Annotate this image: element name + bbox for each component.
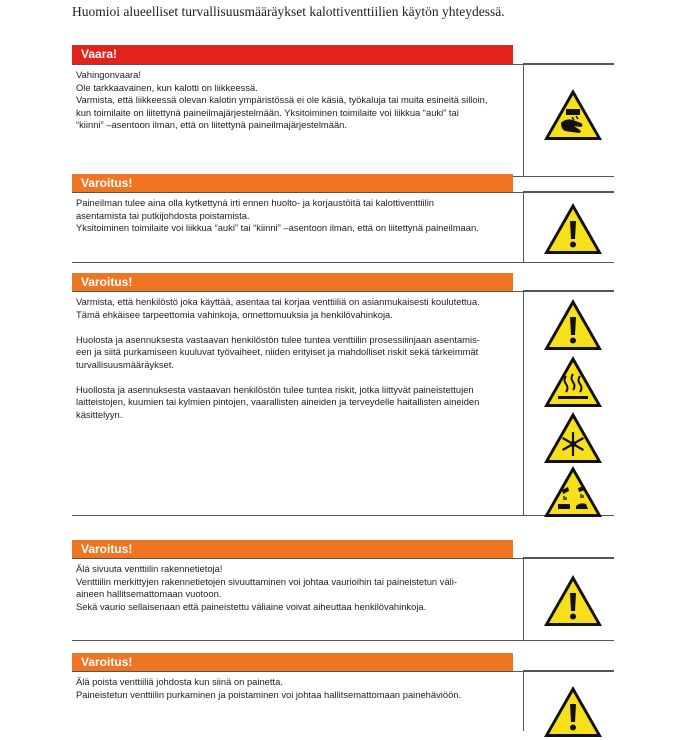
warning-section-1: [72, 174, 614, 263]
hot-surface-warning-icon: [542, 354, 604, 410]
danger-header: Vaara!: [72, 45, 513, 64]
warning-header-4: Varoitus!: [72, 653, 513, 671]
warning-header-2: Varoitus!: [72, 273, 513, 291]
warning-text-3: Älä sivuuta venttiilin rakennetietoja! Venttiilin merkittyjen rakennetietojen sivuuttaminen voi johtaa vaurioihin tai paineistetun väli- aineen hallitsemattomaan vuotoon. Sekä vaurio sellaisenaan että paineistettu väliaine voivat aiheuttaa henkilövahinkoja.: [76, 563, 457, 612]
warning-text-1: Paineilman tulee aina olla kytkettynä irti ennen huolto- ja korjaustöitä tai kalottiventtiilin asentamista tai putkijohdosta poistamista. Yksitoiminen toimilaite voi liikkua “auki” tai “kiinni” –asentoon ilman, että on liitettynä paineilmaan.: [76, 197, 479, 233]
warning-text-4: Älä poista venttiiliä johdosta kun siinä on painetta. Paineistetun venttiilin purkaminen ja poistaminen voi johtaa hallitsemattomaan painehäviöön.: [76, 676, 462, 700]
exclamation-warning-icon: [542, 297, 604, 353]
warning-section-2: [72, 273, 614, 516]
cold-surface-warning-icon: [542, 410, 604, 466]
exclamation-warning-icon: [542, 684, 604, 740]
danger-section: [72, 45, 614, 177]
warning-section-3: [72, 540, 614, 641]
warning-text-2: Varmista, että henkilöstö joka käyttää, asentaa tai korjaa venttiiliä on asianmukaisesti koulutettua. Tämä ehkäisee tarpeettomia vahinkoja, onnettomuuksia ja henkilövahinkoja. Huolosta ja asennuksesta vastaavan henkilöstön tulee tuntea venttiilin prosessilinjaan asentamis- een ja siitä purkamiseen kuuluvat työvaiheet, niiden erityiset ja mahdolliset riskit sekä tärkeimmät turvallisuusmääräykset. Huollosta ja asennuksesta vastaavan henkilöstön tulee tuntea riskit, jotka liittyvät paineistettujen laitteistojen, kuumien tai kylmien pintojen, vaarallisten aineiden ja terveydelle haitallisten aineiden käsittelyyn.: [76, 296, 480, 420]
danger-text: Vahingonvaara! Ole tarkkaavainen, kun kalotti on liikkeessä. Varmista, että liikkeessä olevan kalotin ympäristössä ei ole käsiä, työkaluja tai muita esineitä silloin, kun toimilaite on liitettynä paineilmajärjestelmään. Yksitoiminen toimilaite voi liikkua “auki” tai “kiinni” –asentoon ilman, että on liitettynä paineilmajärjestelmään.: [76, 69, 488, 130]
intro-text: Huomioi alueelliset turvallisuusmääräykset kalottiventtiilien käytön yhteydessä.: [72, 4, 505, 19]
corrosive-warning-icon: [542, 464, 604, 520]
warning-section-4: [72, 653, 614, 731]
warning-header-3: Varoitus!: [72, 540, 513, 558]
hand-crush-warning-icon: [542, 87, 604, 143]
exclamation-warning-icon: [542, 573, 604, 629]
exclamation-warning-icon: [542, 201, 604, 257]
warning-header-1: Varoitus!: [72, 174, 513, 192]
